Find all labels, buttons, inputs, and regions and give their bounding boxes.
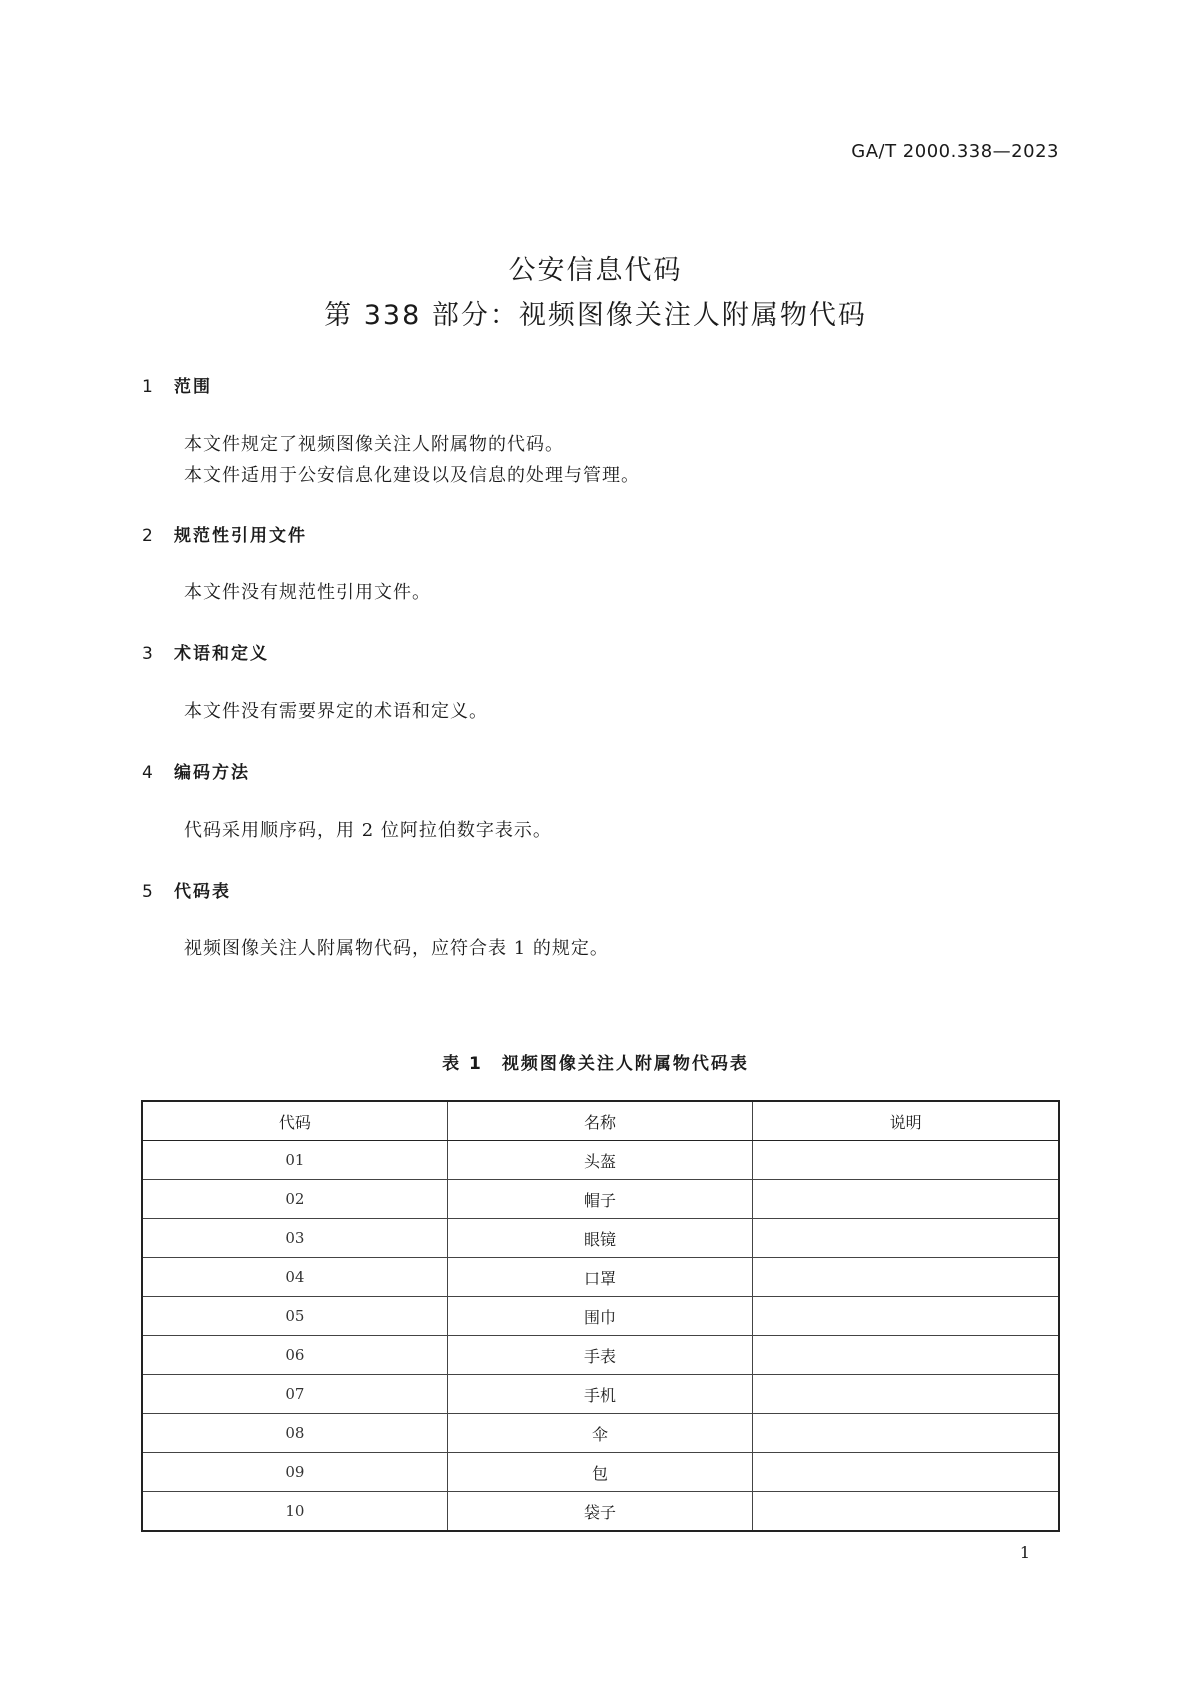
table-header-row	[142, 1101, 1059, 1141]
paragraph: 视频图像关注人附属物代码，应符合表 1 的规定。	[184, 938, 609, 959]
name-cell: 口罩	[447, 1258, 752, 1297]
document-title: 公安信息代码	[508, 255, 683, 286]
section-number: 3	[142, 644, 155, 664]
section-heading-terms	[142, 639, 269, 664]
section-number: 5	[142, 882, 155, 902]
table-row	[142, 1297, 1059, 1336]
name-cell: 袋子	[447, 1492, 752, 1532]
section-title: 编码方法	[174, 763, 250, 783]
description-cell	[753, 1141, 1059, 1180]
name-cell: 帽子	[447, 1180, 752, 1219]
name-cell: 眼镜	[447, 1219, 752, 1258]
document-subtitle: 第 338 部分：视频图像关注人附属物代码	[324, 300, 867, 331]
table-row	[142, 1492, 1059, 1532]
table-row	[142, 1141, 1059, 1180]
name-cell: 包	[447, 1453, 752, 1492]
description-cell	[753, 1297, 1059, 1336]
code-cell: 07	[142, 1375, 447, 1414]
section-title: 范围	[174, 377, 212, 397]
paragraph: 本文件没有需要界定的术语和定义。	[184, 701, 488, 722]
section-title: 规范性引用文件	[174, 526, 307, 546]
section-heading-coding-method	[142, 758, 250, 783]
name-cell: 围巾	[447, 1297, 752, 1336]
name-cell: 伞	[447, 1414, 752, 1453]
section-heading-code-table	[142, 877, 231, 902]
code-cell: 04	[142, 1258, 447, 1297]
column-header-description: 说明	[753, 1101, 1059, 1141]
paragraph: 本文件适用于公安信息化建设以及信息的处理与管理。	[184, 465, 640, 486]
paragraph: 本文件规定了视频图像关注人附属物的代码。	[184, 434, 564, 455]
paragraph: 本文件没有规范性引用文件。	[184, 582, 431, 603]
page-number: 1	[1019, 1543, 1030, 1562]
code-cell: 06	[142, 1336, 447, 1375]
description-cell	[753, 1414, 1059, 1453]
column-header-name: 名称	[447, 1101, 752, 1141]
table-row	[142, 1180, 1059, 1219]
section-number: 1	[142, 377, 155, 397]
name-cell: 手表	[447, 1336, 752, 1375]
name-cell: 头盔	[447, 1141, 752, 1180]
table-row	[142, 1414, 1059, 1453]
section-heading-normative-references	[142, 521, 307, 546]
section-title: 代码表	[174, 882, 231, 902]
code-cell: 10	[142, 1492, 447, 1532]
section-heading-scope	[142, 372, 212, 397]
code-cell: 01	[142, 1141, 447, 1180]
description-cell	[753, 1180, 1059, 1219]
name-cell: 手机	[447, 1375, 752, 1414]
description-cell	[753, 1336, 1059, 1375]
description-cell	[753, 1492, 1059, 1532]
description-cell	[753, 1375, 1059, 1414]
section-number: 4	[142, 763, 155, 783]
table-row	[142, 1219, 1059, 1258]
code-cell: 05	[142, 1297, 447, 1336]
table-row	[142, 1258, 1059, 1297]
code-table	[141, 1100, 1060, 1532]
code-cell: 03	[142, 1219, 447, 1258]
code-cell: 08	[142, 1414, 447, 1453]
table-row	[142, 1336, 1059, 1375]
code-cell: 02	[142, 1180, 447, 1219]
paragraph: 代码采用顺序码，用 2 位阿拉伯数字表示。	[184, 820, 552, 841]
table-row	[142, 1453, 1059, 1492]
section-title: 术语和定义	[174, 644, 269, 664]
table-row	[142, 1375, 1059, 1414]
section-number: 2	[142, 526, 155, 546]
description-cell	[753, 1258, 1059, 1297]
description-cell	[753, 1219, 1059, 1258]
column-header-code: 代码	[142, 1101, 447, 1141]
code-cell: 09	[142, 1453, 447, 1492]
table-caption: 表 1 视频图像关注人附属物代码表	[442, 1054, 749, 1074]
description-cell	[753, 1453, 1059, 1492]
standard-number: GA/T 2000.338—2023	[851, 141, 1059, 162]
